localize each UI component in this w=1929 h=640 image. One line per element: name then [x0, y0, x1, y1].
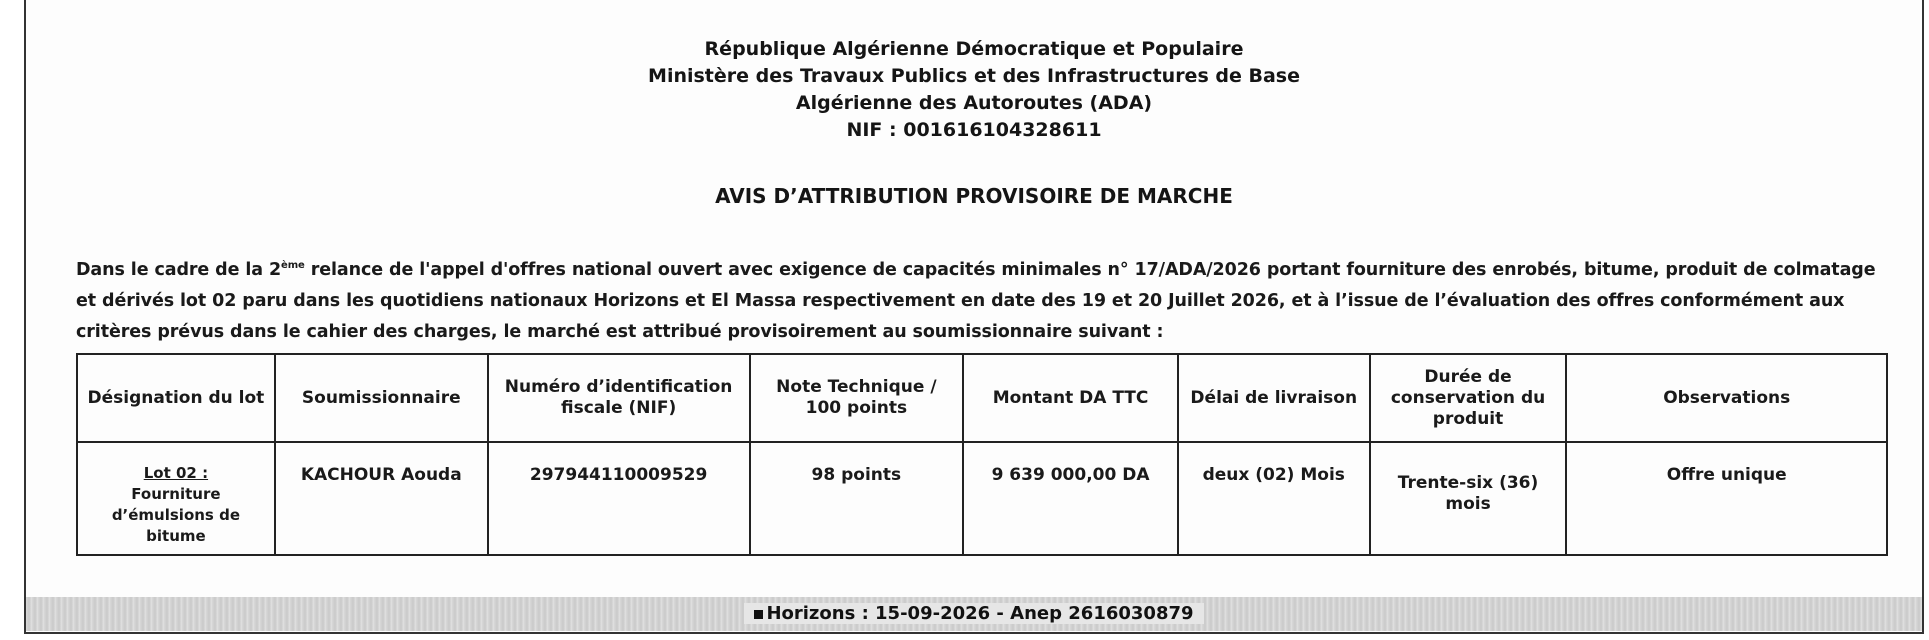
header-shelf-life: Durée de conservation du produit — [1370, 354, 1567, 442]
notice-intro-paragraph — [76, 255, 1896, 348]
header-nif: NIF : 001616104328611 — [846, 119, 1102, 141]
header-nif: Numéro d’identification fiscale (NIF) — [488, 354, 750, 442]
footer-label — [744, 603, 1203, 624]
notice-frame — [24, 0, 1924, 634]
square-bullet-icon — [754, 610, 763, 619]
cell-shelf-life: Trente-six (36) mois — [1370, 442, 1567, 555]
table-row — [77, 442, 1887, 555]
intro-part-1: Dans le cadre de la 2 — [76, 260, 282, 280]
intro-ordinal-suffix: ème — [281, 260, 305, 272]
header-delivery: Délai de livraison — [1178, 354, 1370, 442]
header-agency: Algérienne des Autoroutes (ADA) — [795, 92, 1153, 114]
header-amount: Montant DA TTC — [963, 354, 1178, 442]
header-republic: République Algérienne Démocratique et Populaire — [704, 38, 1244, 60]
cell-bidder: KACHOUR Aouda — [275, 442, 488, 555]
table-header-row — [77, 354, 1887, 442]
lot-code: Lot 02 : — [143, 464, 209, 482]
notice-title: AVIS D’ATTRIBUTION PROVISOIRE DE MARCHE — [715, 184, 1233, 208]
header-bidder: Soumissionnaire — [275, 354, 488, 442]
award-table — [76, 353, 1888, 556]
lot-description: Fourniture d’émulsions de bitume — [111, 485, 240, 545]
issuer-header — [26, 36, 1922, 144]
intro-part-2: relance de l'appel d'offres national ouvert avec exigence de capacités minimales n° 17/ADA/2026 portant fourniture des enrobés, bitume, produit de colmatage et dérivés lot 02 paru dans les quotidiens nationaux Horizons et El Massa respectivement en date des 19 et 20 Juillet 2026, et à l’issue de l’évaluation des offres conformément aux critères prévus dans le cahier des charges, le marché est attribué provisoirement au soumissionnaire suivant : — [76, 260, 1876, 342]
cell-observations: Offre unique — [1566, 442, 1887, 555]
footer-text: Horizons : 15-09-2026 - Anep 2616030879 — [766, 603, 1194, 624]
cell-amount: 9 639 000,00 DA — [963, 442, 1178, 555]
header-observations: Observations — [1566, 354, 1887, 442]
header-score: Note Technique / 100 points — [750, 354, 964, 442]
cell-delivery: deux (02) Mois — [1178, 442, 1370, 555]
header-lot: Désignation du lot — [77, 354, 275, 442]
publication-footer — [26, 597, 1922, 631]
cell-lot — [77, 442, 275, 555]
cell-nif: 297944110009529 — [488, 442, 750, 555]
header-ministry: Ministère des Travaux Publics et des Infrastructures de Base — [648, 65, 1300, 87]
cell-score: 98 points — [750, 442, 964, 555]
